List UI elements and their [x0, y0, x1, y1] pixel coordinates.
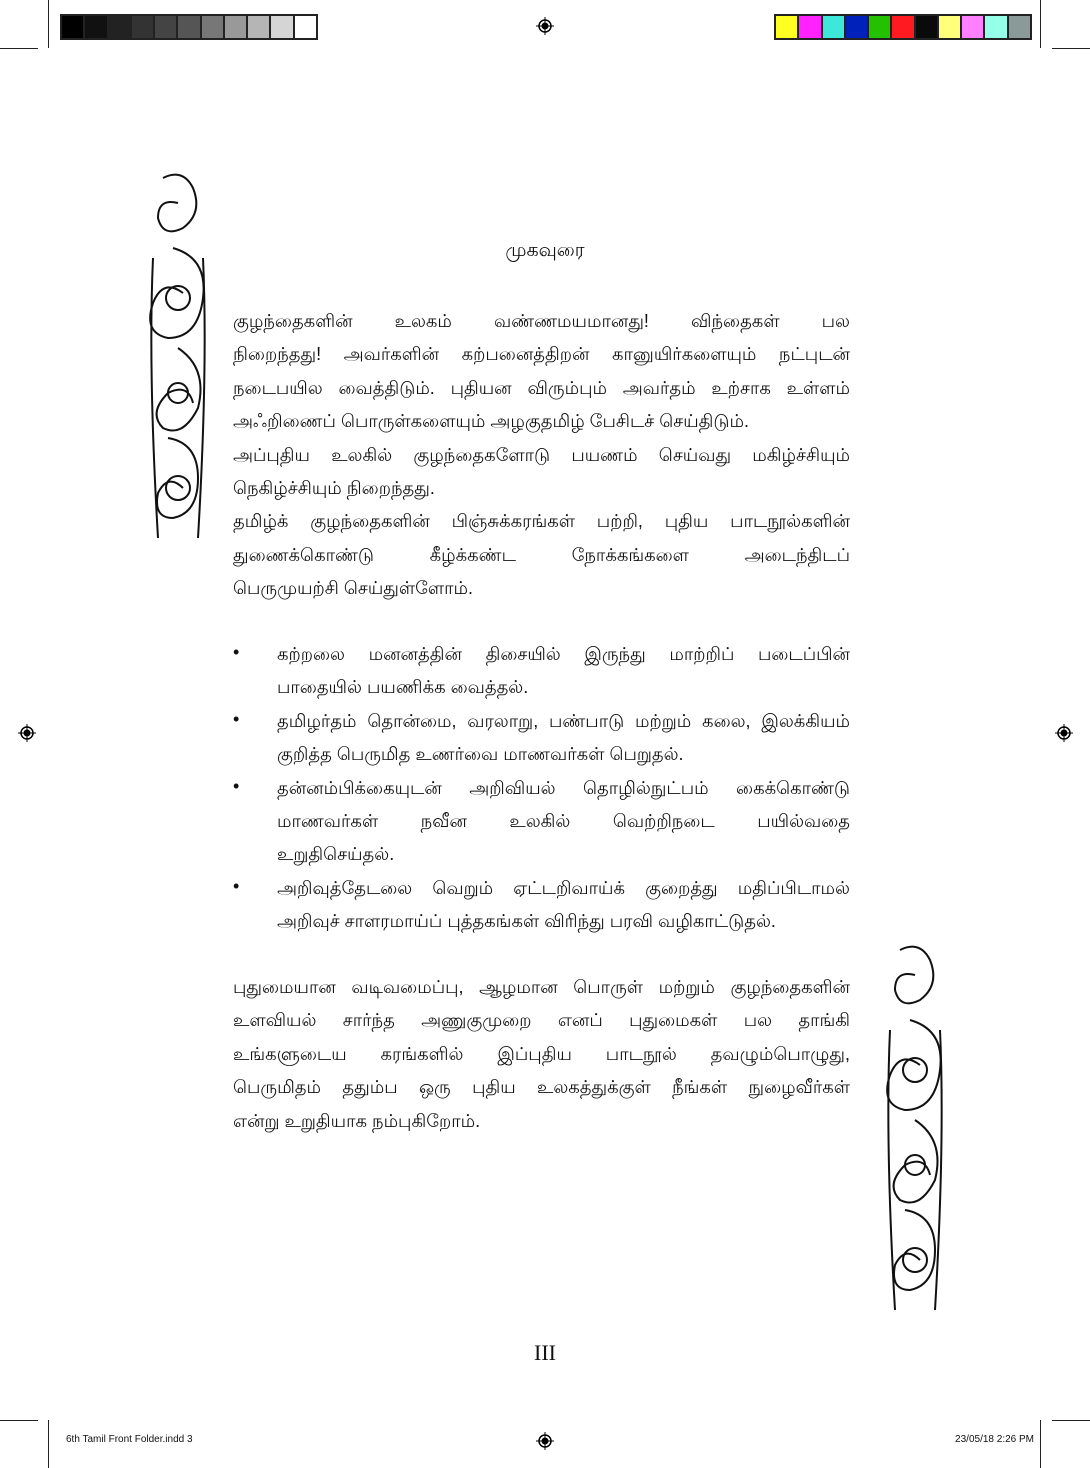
text-line: தமிழர்தம் தொன்மை, வரலாறு, பண்பாடு மற்றும் கலை, இலக்கியம்	[277, 710, 850, 731]
color-swatch	[776, 16, 799, 38]
crop-mark	[1052, 1420, 1090, 1421]
text-line: புதுமையான வடிவமைப்பு, ஆழமான பொருள் மற்றும் குழந்தைகளின்	[233, 977, 850, 997]
color-swatch	[962, 16, 985, 38]
color-swatch	[271, 16, 294, 38]
color-swatch	[1009, 16, 1030, 38]
text-line: மாணவர்கள் நவீன உலகில் வெற்றிநடை பயில்வதை	[277, 811, 850, 831]
crop-mark	[1040, 1420, 1041, 1468]
text-line: அஃறிணைப் பொருள்களையும் அழகுதமிழ் பேசிடச் செய்திடும்.	[233, 411, 749, 432]
color-swatch	[985, 16, 1008, 38]
text-line: என்று உறுதியாக நம்புகிறோம்.	[233, 1110, 481, 1131]
grayscale-color-bar	[60, 14, 318, 40]
slug-filename: 6th Tamil Front Folder.indd 3	[66, 1434, 193, 1445]
crop-mark	[48, 1420, 49, 1468]
registration-mark-icon	[18, 724, 36, 742]
color-swatch	[155, 16, 178, 38]
registration-mark-icon	[536, 1432, 554, 1450]
left-ornament-border	[143, 168, 213, 553]
text-line: உளவியல் சார்ந்த அணுகுமுறை எனப் புதுமைகள் பல தாங்கி	[233, 1010, 850, 1031]
page-title: முகவுரை	[505, 240, 585, 261]
right-ornament-border	[880, 940, 950, 1325]
text-line: உங்களுடைய கரங்களில் இப்புதிய பாடநூல் தவழும்பொழுது,	[233, 1043, 850, 1064]
color-swatch	[892, 16, 915, 38]
color-swatch	[85, 16, 108, 38]
crop-mark	[1052, 48, 1090, 49]
crop-mark	[48, 0, 49, 48]
text-line: உறுதிசெய்தல்.	[277, 844, 395, 865]
text-line: பெருமுயற்சி செய்துள்ளோம்.	[233, 578, 474, 599]
crop-mark	[1040, 0, 1041, 48]
slug-datetime: 23/05/18 2:26 PM	[955, 1434, 1034, 1445]
color-swatch	[295, 16, 316, 38]
text-line: குறித்த பெருமித உணர்வை மாணவர்கள் பெறுதல்.	[277, 744, 684, 765]
color-swatch	[916, 16, 939, 38]
color-swatch	[248, 16, 271, 38]
bullet-icon: •	[233, 642, 240, 662]
text-line: தமிழ்க் குழந்தைகளின் பிஞ்சுக்கரங்கள் பற்றி, புதிய பாடநூல்களின்	[233, 511, 850, 532]
color-swatch	[109, 16, 132, 38]
text-line: தன்னம்பிக்கையுடன் அறிவியல் தொழில்நுட்பம் கைக்கொண்டு	[277, 777, 850, 798]
text-line: அப்புதிய உலகில் குழந்தைகளோடு பயணம் செய்வது மகிழ்ச்சியும்	[233, 444, 850, 465]
color-swatch	[178, 16, 201, 38]
color-swatch	[799, 16, 822, 38]
page-number: III	[534, 1340, 556, 1365]
text-line: பெருமிதம் ததும்ப ஒரு புதிய உலகத்துக்குள் நீங்கள் நுழைவீர்கள்	[233, 1077, 850, 1098]
color-swatch	[869, 16, 892, 38]
text-line: துணைக்கொண்டு கீழ்க்கண்ட நோக்கங்களை அடைந்திடப்	[233, 544, 850, 565]
color-swatch	[225, 16, 248, 38]
bullet-icon: •	[233, 875, 240, 896]
color-swatch	[846, 16, 869, 38]
text-line: நெகிழ்ச்சியும் நிறைந்தது.	[233, 478, 435, 498]
bullet-icon: •	[233, 708, 240, 729]
color-swatch	[132, 16, 155, 38]
registration-mark-icon	[1055, 724, 1073, 742]
text-line: நடைபயில வைத்திடும். புதியன விரும்பும் அவர்தம் உற்சாக உள்ளம்	[233, 377, 850, 398]
color-swatch	[939, 16, 962, 38]
process-color-bar	[774, 14, 1032, 40]
text-line: அறிவுச் சாளரமாய்ப் புத்தகங்கள் விரிந்து பரவி வழிகாட்டுதல்.	[277, 911, 776, 932]
registration-mark-icon	[536, 17, 554, 35]
text-line: நிறைந்தது! அவர்களின் கற்பனைத்திறன் கானுயிர்களையும் நட்புடன்	[233, 344, 850, 365]
text-line: அறிவுத்தேடலை வெறும் ஏட்டறிவாய்க் குறைத்து மதிப்பிடாமல்	[277, 877, 850, 898]
color-swatch	[823, 16, 846, 38]
text-line: கற்றலை மனனத்தின் திசையில் இருந்து மாற்றிப் படைப்பின்	[277, 644, 850, 664]
crop-mark	[0, 1420, 38, 1421]
color-swatch	[62, 16, 85, 38]
crop-mark	[0, 48, 38, 49]
color-swatch	[202, 16, 225, 38]
bullet-icon: •	[233, 775, 240, 796]
text-line: பாதையில் பயணிக்க வைத்தல்.	[277, 677, 529, 698]
text-line: குழந்தைகளின் உலகம் வண்ணமயமானது! விந்தைகள் பல	[233, 311, 850, 331]
